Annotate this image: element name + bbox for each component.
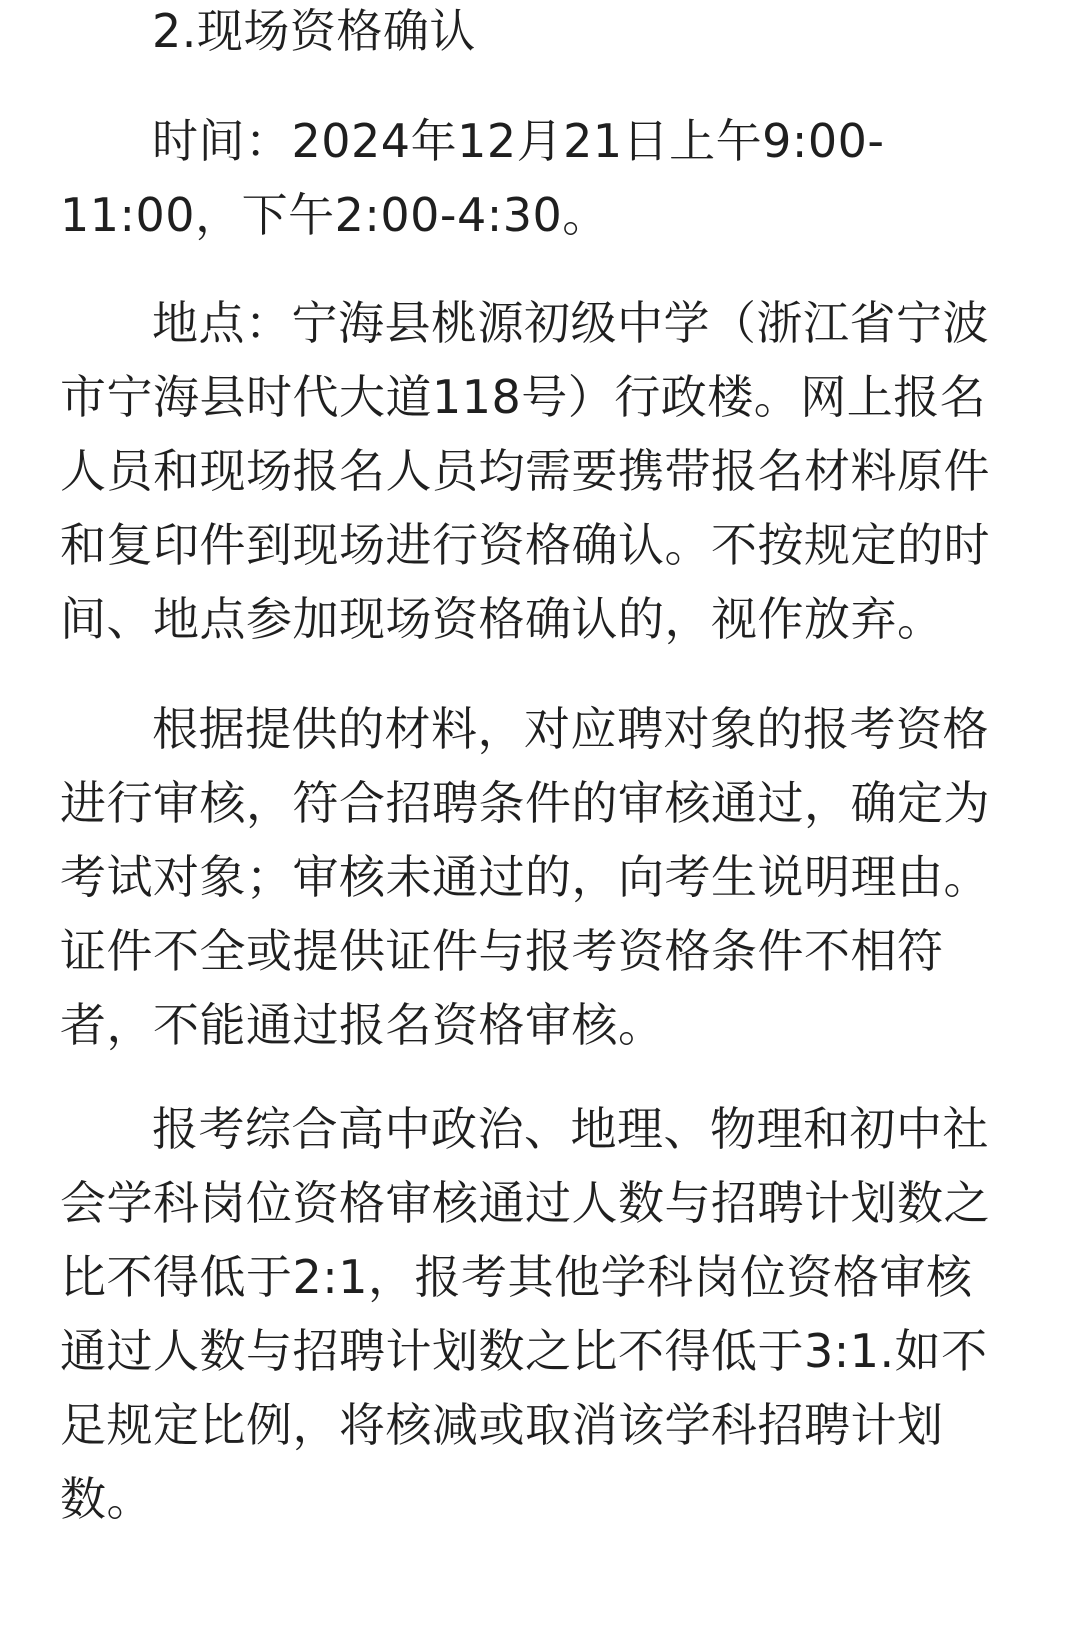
ratio-paragraph: 报考综合高中政治、地理、物理和初中社会学科岗位资格审核通过人数与招聘计划数之比不得低于2:1，报考其他学科岗位资格审核通过人数与招聘计划数之比不得低于3:1.如不足规定比例，将核减或取消该学科招聘计划数。: [60, 1102, 990, 1526]
review-paragraph: 根据提供的材料，对应聘对象的报考资格进行审核，符合招聘条件的审核通过，确定为考试对象；审核未通过的，向考生说明理由。证件不全或提供证件与报考资格条件不相符者，不能通过报名资格审核。: [60, 702, 990, 1052]
section-heading: 2.现场资格确认: [152, 4, 476, 58]
location-paragraph: 地点：宁海县桃源初级中学（浙江省宁波市宁海县时代大道118号）行政楼。网上报名人员和现场报名人员均需要携带报名材料原件和复印件到现场进行资格确认。不按规定的时间、地点参加现场资格确认的，视作放弃。: [60, 296, 990, 646]
time-paragraph: 时间：2024年12月21日上午9:00-11:00，下午2:00-4:30。: [60, 114, 885, 242]
